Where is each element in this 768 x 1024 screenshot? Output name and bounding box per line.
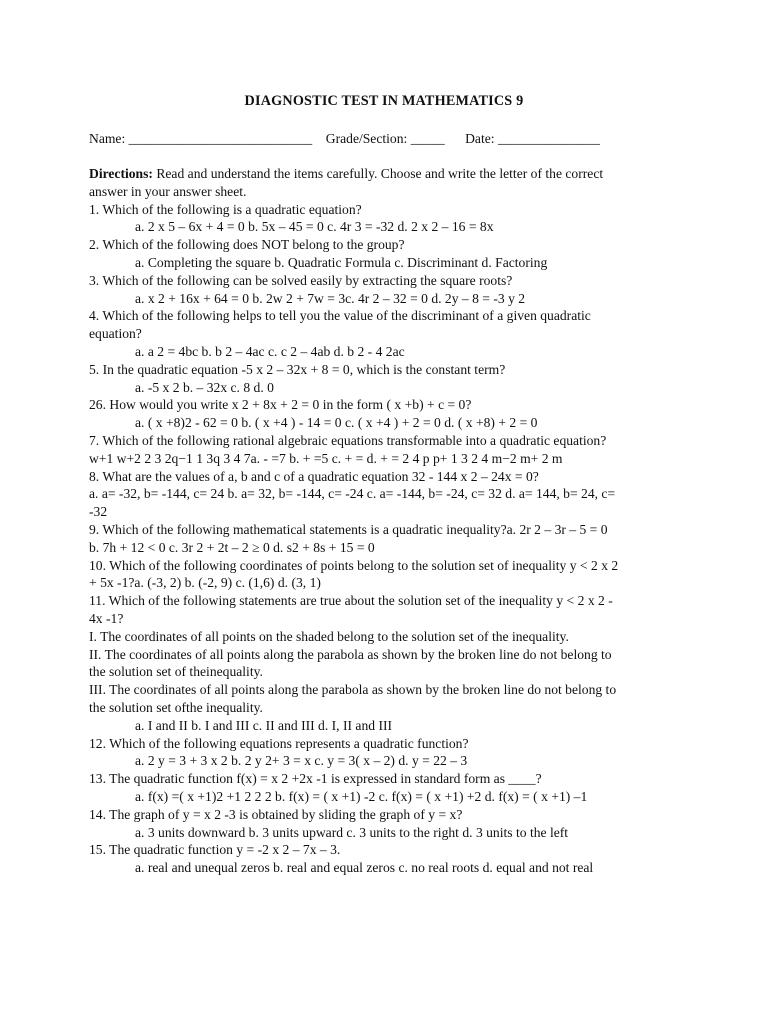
name-blank[interactable]: ___________________________	[128, 131, 313, 146]
question-9-choices: b. 7h + 12 < 0 c. 3r 2 + 2t – 2 ≥ 0 d. s2 + 8s + 15 = 0	[89, 539, 375, 555]
question-8-choices-cont: -32	[89, 504, 108, 520]
question-2: 2. Which of the following does NOT belong to the group?	[89, 237, 405, 253]
statement-2: II. The coordinates of all points along the parabola as shown by the broken line do not belong to	[89, 646, 612, 662]
directions-text: Read and understand the items carefully. Choose and write the letter of the correct	[152, 166, 604, 181]
question-12-choices: a. 2 y = 3 + 3 x 2 b. 2 y 2+ 3 = x c. y = 3( x – 2) d. y = 22 – 3	[135, 753, 468, 769]
question-5-choices: a. -5 x 2 b. – 32x c. 8 d. 0	[135, 379, 274, 395]
question-9: 9. Which of the following mathematical statements is a quadratic inequality?a. 2r 2 – 3r – 5 = 0	[89, 522, 608, 537]
statement-2-cont: the solution set of theinequality.	[89, 664, 263, 680]
date-blank[interactable]: _______________	[497, 131, 600, 146]
header-fields	[89, 130, 600, 148]
question-7-choices: w+1 w+2 2 3 2q−1 1 3q 3 4 7a. - =7 b. + =5 c. + = d. + = 2 4 p p+ 1 3 2 4 m−2 m+ 2 m	[89, 450, 563, 466]
question-8-choices: a. a= -32, b= -144, c= 24 b. a= 32, b= -144, c= -24 c. a= -144, b= -24, c= 32 d. a= 144, b= 24, c=	[89, 486, 616, 502]
question-3-choices: a. x 2 + 16x + 64 = 0 b. 2w 2 + 7w = 3c. 4r 2 – 32 = 0 d. 2y – 8 = -3 y 2	[135, 290, 526, 306]
question-13: 13. The quadratic function f(x) = x 2 +2x -1 is expressed in standard form as ____?	[89, 771, 542, 787]
question-6-choices: a. ( x +8)2 - 62 = 0 b. ( x +4 ) - 14 = 0 c. ( x +4 ) + 2 = 0 d. ( x +8) + 2 = 0	[135, 415, 538, 431]
date-label: Date:	[465, 131, 495, 146]
question-15: 15. The quadratic function y = -2 x 2 – 7x – 3.	[89, 842, 341, 858]
statement-3-cont: the solution set ofthe inequality.	[89, 700, 263, 715]
page-title: DIAGNOSTIC TEST IN MATHEMATICS 9	[244, 93, 524, 109]
question-10: 10. Which of the following coordinates of points belong to the solution set of inequality y < 2 x 2	[89, 557, 619, 573]
question-10-choices: + 5x -1?a. (-3, 2) b. (-2, 9) c. (1,6) d. (3, 1)	[89, 575, 321, 591]
question-5: 5. In the quadratic equation -5 x 2 – 32x + 8 = 0, which is the constant term?	[89, 361, 506, 377]
question-4: 4. Which of the following helps to tell you the value of the discriminant of a given quadratic	[89, 308, 591, 324]
name-label: Name:	[89, 131, 126, 146]
grade-section-blank[interactable]: _____	[410, 131, 445, 146]
statement-3: III. The coordinates of all points along the parabola as shown by the broken line do not belong to	[89, 682, 617, 698]
question-6: 26. How would you write x 2 + 8x + 2 = 0 in the form ( x +b) + c = 0?	[89, 397, 472, 413]
question-11-cont: 4x -1?	[89, 611, 124, 626]
question-4-cont: equation?	[89, 326, 142, 342]
question-11-choices: a. I and II b. I and III c. II and III d. I, II and III	[135, 717, 393, 733]
question-2-choices: a. Completing the square b. Quadratic Formula c. Discriminant d. Factoring	[135, 255, 548, 270]
directions-line-2: answer in your answer sheet.	[89, 183, 247, 199]
question-7: 7. Which of the following rational algebraic equations transformable into a quadratic equation?	[89, 433, 607, 448]
question-14-choices: a. 3 units downward b. 3 units upward c. 3 units to the right d. 3 units to the left	[135, 824, 569, 840]
statement-1: I. The coordinates of all points on the shaded belong to the solution set of the inequality.	[89, 628, 569, 644]
question-1: 1. Which of the following is a quadratic equation?	[89, 201, 362, 217]
directions-label: Directions:	[89, 166, 153, 181]
directions-line-1	[89, 165, 603, 183]
grade-section-label: Grade/Section:	[325, 131, 408, 146]
question-14: 14. The graph of y = x 2 -3 is obtained by sliding the graph of y = x?	[89, 806, 463, 822]
question-1-choices: a. 2 x 5 – 6x + 4 = 0 b. 5x – 45 = 0 c. 4r 3 = -32 d. 2 x 2 – 16 = 8x	[135, 219, 494, 235]
question-3: 3. Which of the following can be solved easily by extracting the square roots?	[89, 272, 513, 288]
question-15-choices: a. real and unequal zeros b. real and equal zeros c. no real roots d. equal and not real	[135, 860, 594, 876]
question-12: 12. Which of the following equations represents a quadratic function?	[89, 735, 469, 751]
question-13-choices: a. f(x) =( x +1)2 +1 2 2 2 b. f(x) = ( x +1) -2 c. f(x) = ( x +1) +2 d. f(x) = ( x +1) –1	[135, 789, 588, 804]
question-4-choices: a. a 2 = 4bc b. b 2 – 4ac c. c 2 – 4ab d. b 2 - 4 2ac	[135, 344, 405, 359]
question-8: 8. What are the values of a, b and c of a quadratic equation 32 - 144 x 2 – 24x = 0?	[89, 468, 539, 484]
question-11: 11. Which of the following statements are true about the solution set of the inequality y < 2 x 2 -	[89, 593, 613, 609]
